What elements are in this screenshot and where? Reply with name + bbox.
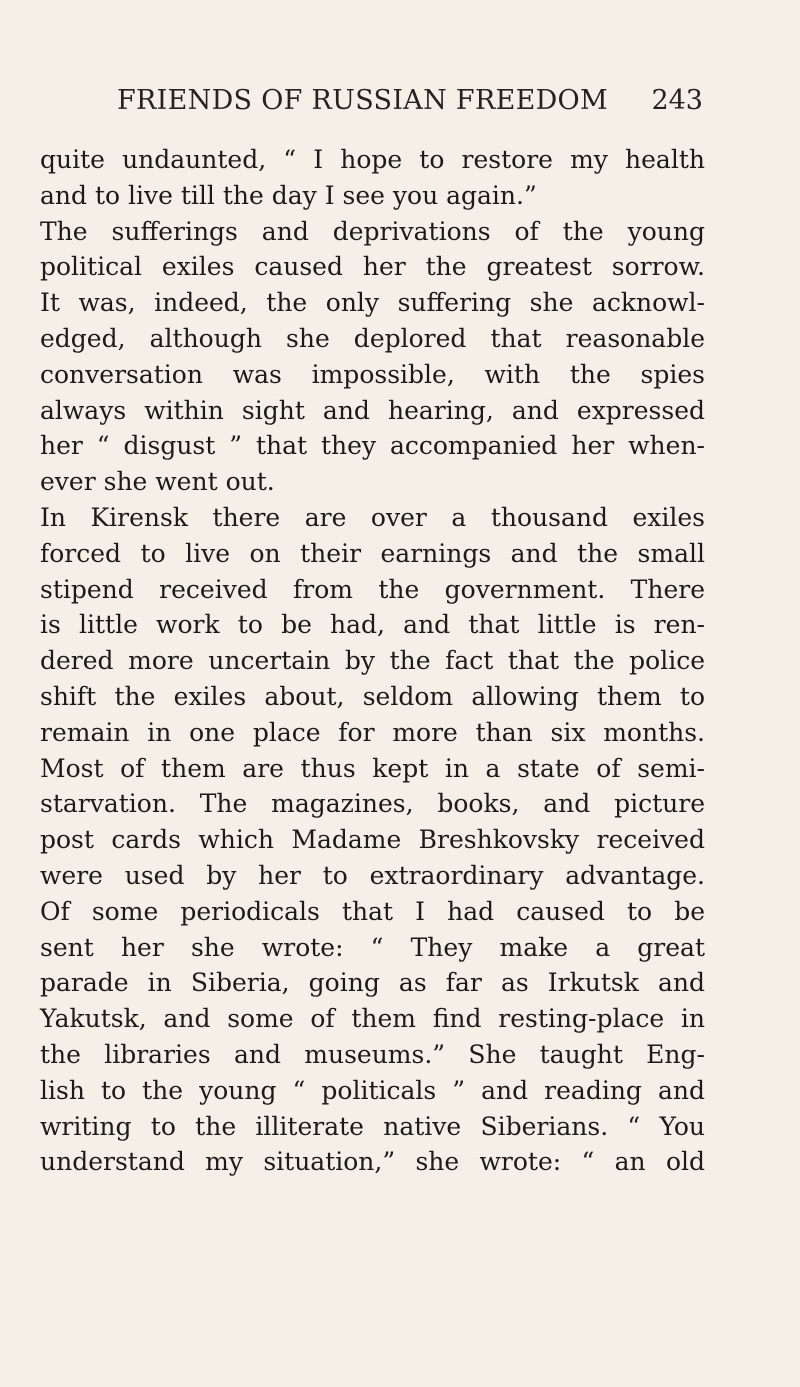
text-line: parade in Siberia, going as far as Irkutsk and: [40, 968, 705, 998]
text-line: conversation was impossible, with the spies: [40, 359, 705, 389]
text-line: lish to the young “ politicals ” and reading and: [40, 1075, 705, 1105]
text-line: shift the exiles about, seldom allowing them to: [40, 681, 705, 711]
page-number: 243: [651, 85, 703, 116]
text-line: Most of them are thus kept in a state of semi-: [40, 753, 705, 783]
text-line: Yakutsk, and some of them find resting-place in: [40, 1004, 705, 1034]
text-line: ever she went out.: [40, 467, 275, 497]
text-line: always within sight and hearing, and expressed: [40, 395, 705, 425]
text-line: Of some periodicals that I had caused to be: [40, 896, 705, 926]
running-title: FRIENDS OF RUSSIAN FREEDOM: [117, 85, 608, 116]
text-line: starvation. The magazines, books, and picture: [40, 789, 705, 819]
text-line: is little work to be had, and that little is ren-: [40, 610, 705, 640]
text-line: the libraries and museums.” She taught Eng-: [40, 1039, 705, 1069]
text-line: forced to live on their earnings and the small: [40, 538, 705, 568]
text-line: stipend received from the government. There: [40, 574, 705, 604]
running-head: [117, 85, 703, 125]
text-line: It was, indeed, the only suffering she acknowl-: [40, 288, 705, 318]
text-line: her “ disgust ” that they accompanied her when-: [40, 431, 705, 461]
text-line: and to live till the day I see you again.”: [40, 180, 537, 210]
text-line: writing to the illiterate native Siberians. “ You: [40, 1111, 705, 1141]
text-line: edged, although she deplored that reasonable: [40, 323, 705, 353]
text-line: understand my situation,” she wrote: “ an old: [40, 1147, 705, 1177]
text-line: quite undaunted, “ I hope to restore my health: [40, 145, 705, 174]
text-line: post cards which Madame Breshkovsky received: [40, 825, 705, 855]
text-line: dered more uncertain by the fact that the police: [40, 646, 705, 676]
text-line: remain in one place for more than six months.: [40, 717, 705, 747]
text-line: political exiles caused her the greatest sorrow.: [40, 252, 705, 282]
text-line: In Kirensk there are over a thousand exiles: [40, 502, 705, 532]
text-line: were used by her to extraordinary advantage.: [40, 860, 705, 890]
text-line: The sufferings and deprivations of the young: [40, 216, 705, 246]
text-line: sent her she wrote: “ They make a great: [40, 932, 705, 962]
body-text: [40, 142, 705, 1180]
